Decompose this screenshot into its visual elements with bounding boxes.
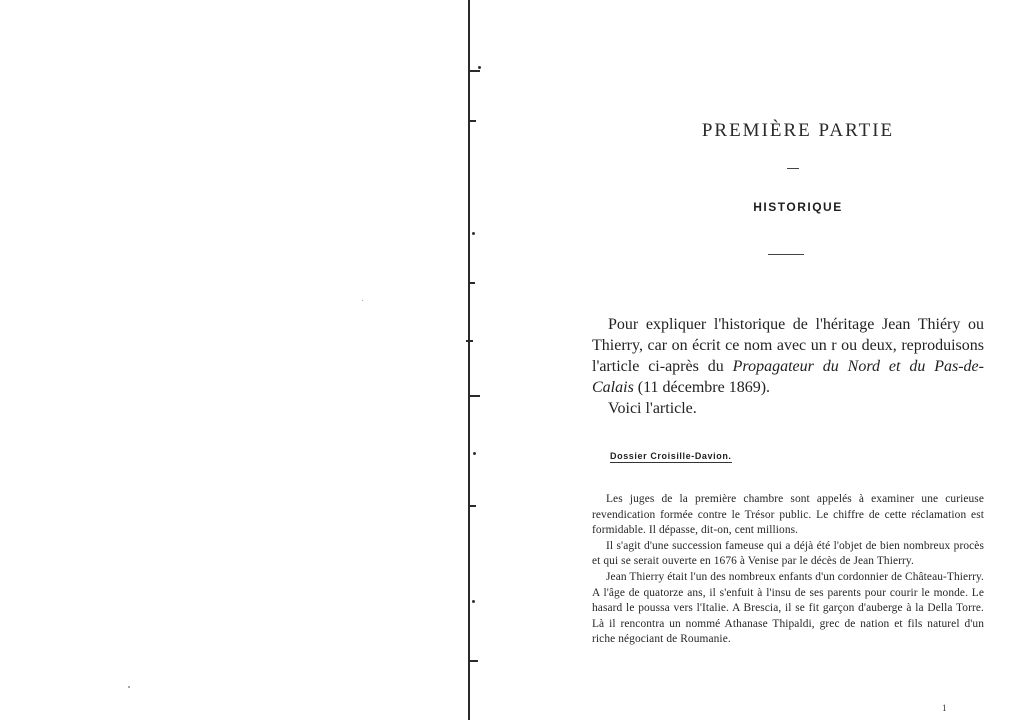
binding-gutter: [466, 0, 482, 720]
gutter-mark: [470, 282, 475, 284]
intro-text-run: Voici l'article.: [608, 400, 697, 417]
gutter-mark: [470, 505, 476, 507]
quoted-article: [592, 492, 984, 648]
right-page: [482, 0, 1024, 720]
article-paragraph: Il s'agit d'une succession fameuse qui a déjà été l'objet de bien nombreux procès et qui se serait ouverte en 1676 à Venise par le décès de Jean Thierry.: [592, 539, 984, 568]
paper-speck: [128, 686, 130, 688]
section-title: HISTORIQUE: [753, 200, 843, 214]
gutter-mark: [470, 660, 478, 662]
intro-paragraph: [592, 314, 984, 398]
page-signature-mark: 1: [942, 703, 947, 713]
title-separator-dash: [787, 168, 799, 169]
gutter-mark: [470, 70, 480, 72]
gutter-mark: [470, 120, 476, 122]
gutter-dot: [472, 232, 475, 235]
intro-text-run: Pour expliquer l'historique de l'héritage Jean Thiéry ou Thierry, car on écrit ce nom avec un r ou deux, reproduisons l'article ci-après du: [592, 316, 984, 375]
left-page-blank: [0, 0, 466, 720]
intro-paragraph: [592, 398, 984, 419]
publication-title: Propagateur du Nord et du Pas-de-Calais: [592, 358, 984, 396]
gutter-dot: [473, 452, 476, 455]
section-rule: [768, 254, 804, 255]
gutter-edge-line: [468, 0, 470, 720]
intro-text: [592, 314, 984, 419]
dossier-heading: Dossier Croisille-Davion.: [610, 451, 732, 461]
gutter-dot: [472, 600, 475, 603]
paper-speck: [362, 300, 363, 301]
part-title: PREMIÈRE PARTIE: [701, 120, 895, 141]
gutter-mark: [470, 395, 480, 397]
intro-text-run: (11 décembre 1869).: [633, 379, 771, 396]
gutter-mark: [466, 340, 473, 342]
gutter-dot: [478, 66, 481, 69]
article-paragraph: Jean Thierry était l'un des nombreux enfants d'un cordonnier de Château-Thierry. A l'âge de quatorze ans, il s'enfuit à l'insu de ses parents pour courir le monde. Le hasard le poussa vers l'Italie. A Brescia, il se fit garçon d'auberge à la Della Torre. Là il rencontra un nommé Athanase Thipaldi, grec de nation et fils naturel d'un riche négociant de Roumanie.: [592, 570, 984, 646]
article-paragraph: Les juges de la première chambre sont appelés à examiner une curieuse revendication formée contre le Trésor public. Le chiffre de cette réclamation est formidable. Il dépasse, dit-on, cent millions.: [592, 493, 984, 537]
